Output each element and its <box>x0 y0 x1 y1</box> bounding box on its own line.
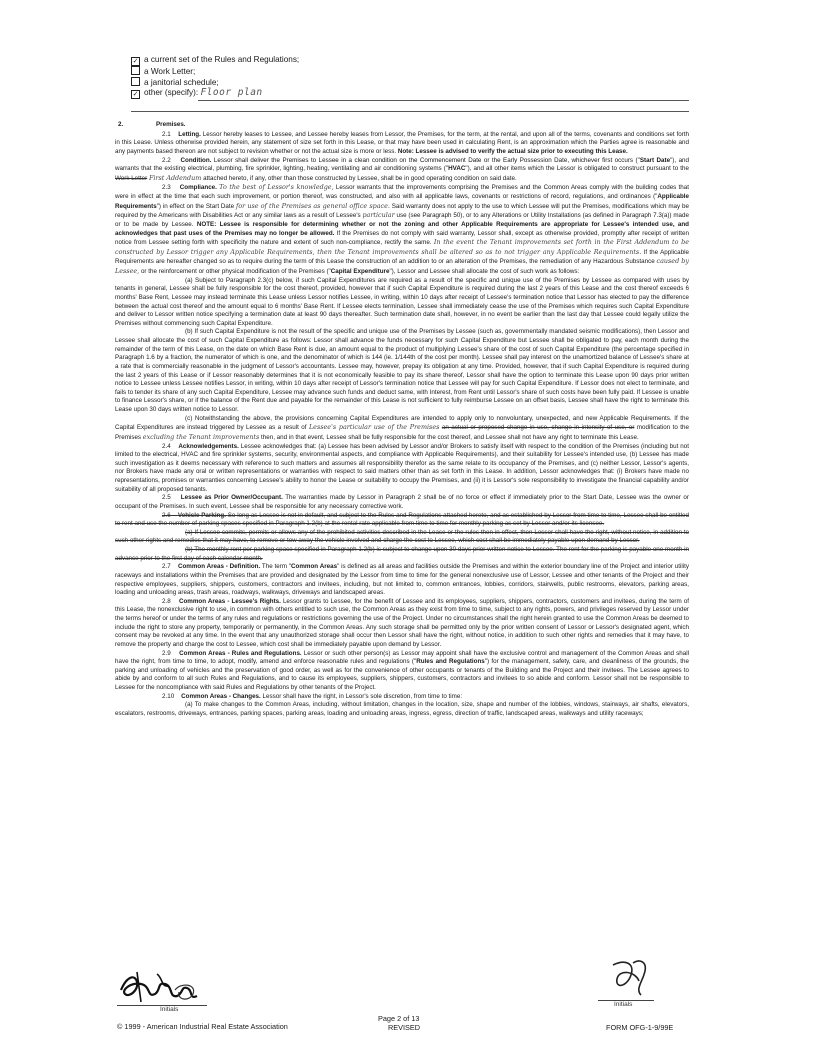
paragraph-2-3-b: (b) If such Capital Expenditure is not the result of the specific and unique use of the Premises by Lessee (such as, governmentally mandated seismic modifications), then Lessor and Lessee shall allocate the cost of such Capital Expenditure as follows: Lessor shall advance the funds necessary for such Capital Expenditure but Lessee shall be obligated to pay, each month during the remainder of the term of this Lease, on the date on which Base Rent is due, an amount equal to the product of multiplying Lessee's share of the cost of such Capital Expenditure (the percentage specified in Paragraph 1.6 by a fraction, the numerator of which is one, and the denominator of which is 144 (ie. 1/144th of the cost per month). Lessee shall pay interest on the unamortized balance of Lessee's share at a rate that is commercially reasonable in the judgment of Lessor's accountants. Lessee may, however, prepay its obligation at any time. Provided, however, that if such Capital Expenditure is required during the last 2 years of this Lease or if Lessor reasonably determines that it is not economically feasible to pay its share thereof, Lessor shall have the option to terminate this Lease upon 90 days prior written notice to Lessee unless Lessee notifies Lessor, in writing, within 10 days after receipt of Lessor's termination notice that Lessee will pay for such Capital Expenditure. If Lessor does not elect to terminate, and fails to tender its share of any such Capital Expenditure, Lessee may advance such funds and deduct same, with Interest, from Rent until Lessor's share of such costs have been fully paid. If Lessee is unable to finance Lessor's share, or if the balance of the Rent due and payable for the remainder of this Lease is not sufficient to fully reimburse Lessee on an offset basis, Lessee shall have the right to terminate this Lease upon 30 days written notice to Lessor. <box>115 328 689 413</box>
checklist-item-rules: ✓ a current set of the Rules and Regulations; <box>132 55 300 65</box>
lessor-initials-signature <box>117 968 209 1006</box>
paragraph-2-6-a: (a) If Lessee commits, permits or allows any of the prohibited activities described in the Lease or the rules then in effect, then Lessor shall have the right, without notice, in addition to such other rights and remedies that it may have, to remove or tow away the vehicle involved and charge the cost to Lessee, which cost shall be immediately payable upon demand by Lessor. <box>115 528 689 545</box>
lease-body <box>115 121 689 719</box>
paragraph-2-8: 2.8 Common Areas - Lessee's Rights. Lessor grants to Lessee, for the benefit of Lessee and its employees, suppliers, shippers, contractors, customers and invitees, during the term of this Lease, the nonexclusive right to use, in common with others entitled to such use, the Common Areas as they exist from time to time, subject to any rights, powers, and privileges reserved by Lessor under the terms hereof or under the terms of any rules and regulations or restrictions governing the use of the Project. Under no circumstances shall the right herein granted to use the Common Areas be deemed to include the right to store any property, temporarily or permanently, in the Common Areas. Any such storage shall be permitted only by the prior written consent of Lessor or Lessor's designated agent, which consent may be revoked at any time. In the event that any unauthorized storage shall occur then Lessor shall have the right, without notice, in addition to such other rights and remedies that it may have, to remove the property and charge the cost to Lessee, which cost shall be immediately payable upon demand by Lessor. <box>115 597 689 648</box>
checklist-item-other: ✓ other (specify): Floor plan <box>132 87 263 98</box>
checklist-item-janitorial: a janitorial schedule; <box>131 77 219 88</box>
paragraph-2-3-c: (c) Notwithstanding the above, the provisions concerning Capital Expenditures are intended to apply only to nonvoluntary, unexpected, and new Applicable Requirements. If the Capital Expenditures are instead triggered by Lessee as a result of Lessee's particular use of the Premises an actual or proposed change in use, change in intensity of use, or modification to the Premises excluding the Tenant improvements then, and in that event, Lessee shall be fully responsible for the cost thereof, and Lessee shall not have any right to terminate this Lease. <box>115 414 689 441</box>
checkbox-checked[interactable]: ✓ <box>132 91 139 98</box>
paragraph-2-1: 2.1 Letting. Lessor hereby leases to Lessee, and Lessee hereby leases from Lessor, the Premises, for the term, at the rental, and upon all of the terms, covenants and conditions set forth in this Lease. Unless otherwise provided herein, any statement of size set forth in this Lease, or that may have been used in calculating Rent, is an approximation which the Parties agree is reasonable and any payments based thereon are not subject to revision whether or not the actual size is more or less. Note: Lessee is advised to verify the actual size prior to executing this Lease. <box>115 130 689 155</box>
paragraph-2-3-a: (a) Subject to Paragraph 2.3(c) below, if such Capital Expenditures are required as a result of the specific and unique use of the Premises by Lessee as compared with uses by tenants in general, Lessee shall be fully responsible for the cost thereof, provided, however that if such Capital Expenditure is required during the last 2 years of this Lease and the cost thereof exceeds 6 months' Base Rent, Lessee may instead terminate this Lease unless Lessor notifies Lessee, in writing, within 10 days after receipt of Lessee's termination notice that Lessor has elected to pay the difference between the actual cost thereof and the amount equal to 6 months' Base Rent. If Lessee elects termination, Lessee shall immediately cease the use of the Premises which requires such Capital Expenditure and deliver to Lessor written notice specifying a termination date at least 90 days thereafter. Such termination date shall, however, in no event be earlier than the last day that Lessee could legally utilize the Premises without commencing such Capital Expenditure. <box>115 276 689 327</box>
page-number: Page 2 of 13 <box>378 1014 420 1023</box>
paragraph-2-3: 2.3 Compliance. To the best of Lessor's knowledge, Lessor warrants that the improvements comprising the Premises and the Common Areas comply with the building codes that were in effect at the time that each such improvement, or portion thereof, was constructed, and also with all applicable laws, covenants or restrictions of record, regulations, and ordinances ("Applicable Requirements") in effect on the Start Date for use of the Premises as general office space. Said warranty does not apply to the use to which Lessee will put the Premises, modifications which may be required by the Americans with Disabilities Act or any similar laws as a result of Lessee's particular use (see Paragraph 50), or to any Alterations or Utility Installations (as defined in Paragraph 7.3(a)) made or to be made by Lessee. NOTE: Lessee is responsible for determining whether or not the zoning and other Applicable Requirements are appropriate for Lessee's intended use, and acknowledges that past uses of the Premises may no longer be allowed. If the Premises do not comply with said warranty, Lessor shall, except as otherwise provided, promptly after receipt of written notice from Lessee setting forth with specificity the nature and extent of such non-compliance, rectify the same. In the event the Tenant improvements set forth in the First Addendum to be constructed by Lessor trigger any Applicable Requirements, then the Tenant improvements shall be altered so as to not trigger any Applicable Requirements. If the Applicable Requirements are hereafter changed so as to require during the term of this Lease the construction of an addition to or an alteration of the Premises, the remediation of any Hazardous Substance caused by Lessee, or the reinforcement or other physical modification of the Premises ("Capital Expenditure"), Lessor and Lessee shall allocate the cost of such work as follows: <box>115 183 689 275</box>
paragraph-2-4: 2.4 Acknowledgements. Lessee acknowledges that: (a) Lessee has been advised by Lessor and/or Brokers to satisfy itself with respect to the condition of the Premises (including but not limited to the electrical, HVAC and fire sprinkler systems, security, environmental aspects, and compliance with Applicable Requirements), and their suitability for Lessee's intended use, (b) Lessee has made such investigation as it deems necessary with reference to such matters and assumes all responsibility therefor as the same relate to its occupancy of the Premises, and (c) neither Lessor, Lessor's agents, nor Brokers have made any oral or written representations or warranties with respect to said matters other than as set forth in this Lease. In addition, Lessor acknowledges that: (i) Brokers have made no representations, promises or warranties concerning Lessee's ability to honor the Lease or suitability to occupy the Premises, and (ii) it is Lessor's sole responsibility to investigate the financial capability and/or suitability of all proposed tenants. <box>115 442 689 493</box>
paragraph-2-6-b: (b) The monthly rent per parking space specified in Paragraph 1.2(b) is subject to change upon 30 days prior written notice to Lessee. The rent for the parking is payable one month in advance prior to the first day of each calendar month. <box>115 546 689 562</box>
paragraph-2-2: 2.2 Condition. Lessor shall deliver the Premises to Lessee in a clean condition on the Commencement Date or the Early Possession Date, whichever first occurs ("Start Date"), and warrants that the existing electrical, plumbing, fire sprinkler, lighting, heating, ventilating and air conditioning systems ("HVAC"), and all other items which the Lessor is obligated to construct pursuant to the Work Letter First Addendum attached hereto, if any, other than those constructed by Lessee, shall be in good operating condition on said date. <box>115 156 689 182</box>
paragraph-2-10-a: (a) To make changes to the Common Areas, including, without limitation, changes in the location, size, shape and number of the lobbies, windows, stairways, air shafts, elevators, escalators, restrooms, driveways, entrances, parking spaces, parking areas, loading and unloading areas, ingress, egress, direction of traffic, landscaped areas, walkways and utility raceways; <box>115 701 689 717</box>
lessee-initials-signature <box>605 955 655 999</box>
specify-line <box>198 100 689 101</box>
initials-label-left: Initials <box>160 1006 179 1013</box>
paragraph-2-7: 2.7 Common Areas - Definition. The term "Common Areas" is defined as all areas and facilities outside the Premises and within the exterior boundary line of the Project and interior utility raceways and installations within the Premises that are provided and designated by the Lessor from time to time for the general nonexclusive use of Lessor, Lessee and other tenants of the Project and their respective employees, suppliers, shippers, customers, contractors and invitees, including, but not limited to, common entrances, lobbies, corridors, stairwells, public restrooms, elevators, parking areas, loading and unloading areas, trash areas, roadways, walkways, driveways and landscaped areas. <box>115 563 689 597</box>
checkbox-checked[interactable]: ✓ <box>132 58 139 65</box>
paragraph-2-9: 2.9 Common Areas - Rules and Regulations. Lessor or such other person(s) as Lessor may appoint shall have the exclusive control and management of the Common Areas and shall have the right, from time to time, to adopt, modify, amend and enforce reasonable rules and regulations ("Rules and Regulations") for the management, safety, care, and cleanliness of the grounds, the parking and unloading of vehicles and the preservation of good order, as well as for the convenience of other occupants or tenants of the Building and the Project and their invitees. The Lessee agrees to abide by and conform to all such Rules and Regulations, and to cause its employees, suppliers, shippers, customers, contractors and invitees to so abide and conform. Lessor shall not be responsible to Lessee for the noncompliance with said Rules and Regulations by other tenants of the Project. <box>115 649 689 691</box>
form-number: FORM OFG-1-9/99E <box>606 1023 674 1032</box>
initials-label-right: Initials <box>614 1001 633 1008</box>
copyright-notice: © 1999 - American Industrial Real Estate Association <box>117 1022 288 1031</box>
checklist-item-work-letter: a Work Letter; <box>131 66 195 77</box>
paragraph-2-10: 2.10 Common Areas - Changes. Lessor shall have the right, in Lessor's sole discretion, from time to time: <box>162 692 463 700</box>
paragraph-2-6: 2.6 Vehicle Parking. So long as Lessee is not in default, and subject to the Rules and Regulations attached hereto, and as established by Lessor from time to time, Lessee shall be entitled to rent and use the number of parking spaces specified in Paragraph 1.2(b) at the rental rate applicable from time to time for monthly parking as set by Lessor and/or its licensee. <box>115 511 689 528</box>
paragraph-2-5: 2.5 Lessee as Prior Owner/Occupant. The warranties made by Lessor in Paragraph 2 shall be of no force or effect if immediately prior to the Start Date, Lessee was the owner or occupant of the Premises. In such event, Lessee shall be responsible for any necessary corrective work. <box>115 494 689 510</box>
checkbox-unchecked[interactable] <box>131 77 140 86</box>
checkbox-unchecked[interactable] <box>131 66 140 75</box>
specify-line-2 <box>131 111 689 112</box>
section-heading: 2. Premises. <box>118 121 186 128</box>
revised-label: REVISED <box>388 1023 421 1032</box>
handwritten-floor-plan: Floor plan <box>200 87 263 98</box>
